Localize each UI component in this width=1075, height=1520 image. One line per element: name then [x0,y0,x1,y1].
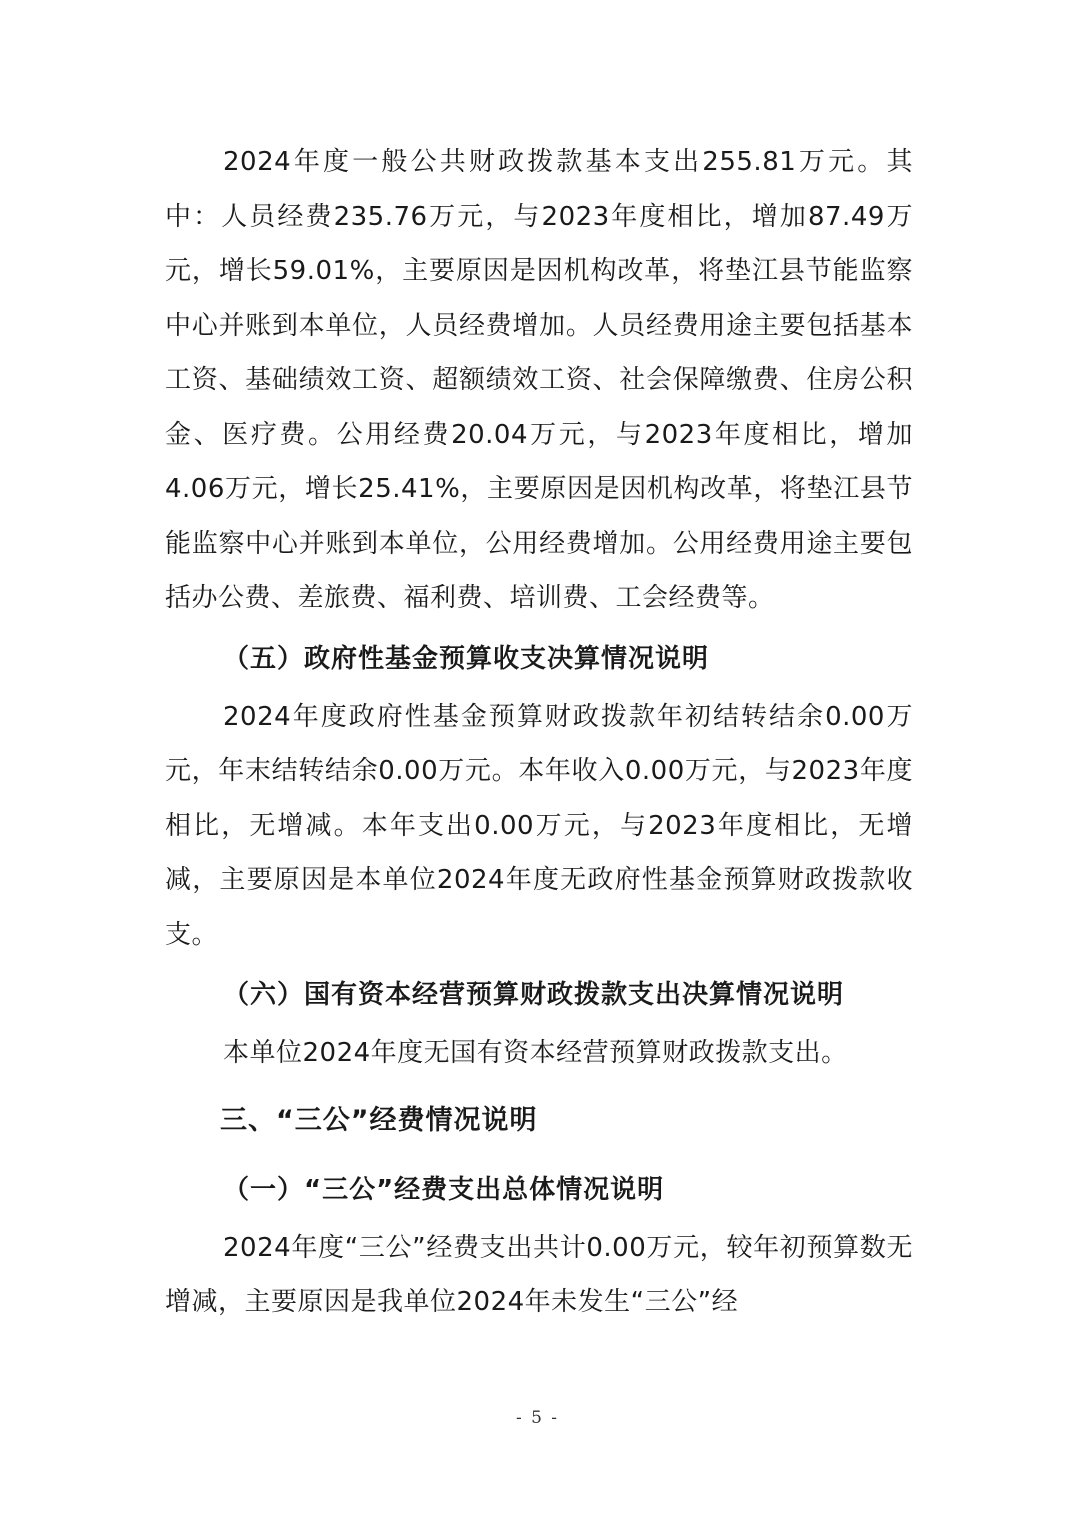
page-number: - 5 - [515,1408,560,1428]
document-body [165,135,913,1330]
paragraph-state-capital: 本单位2024年度无国有资本经营预算财政拨款支出。 [223,1038,848,1068]
heading-state-capital: （六）国有资本经营预算财政拨款支出决算情况说明 [223,980,845,1010]
heading-government-fund: （五）政府性基金预算收支决算情况说明 [223,643,710,674]
heading-three-public-overall: （一）“三公”经费支出总体情况说明 [223,1174,665,1205]
paragraph-basic-expenditure: 2024年度一般公共财政拨款基本支出255.81万元。其中：人员经费235.76万元，与2023年度相比，增加87.49万元，增长59.01%，主要原因是因机构改革，将垫江县节能监察中心并账到本单位，人员经费增加。人员经费用途主要包括基本工资、基础绩效工资、超额绩效工资、社会保障缴费、住房公积金、医疗费。公用经费20.04万元，与2023年度相比，增加4.06万元，增长25.41%，主要原因是因机构改革，将垫江县节能监察中心并账到本单位，公用经费增加。公用经费用途主要包括办公费、差旅费、福利费、培训费、工会经费等。 [165,147,913,613]
paragraph-three-public-overall: 2024年度“三公”经费支出共计0.00万元，较年初预算数无增减，主要原因是我单位2024年未发生“三公”经 [165,1232,913,1317]
section-heading-three-public: 三、“三公”经费情况说明 [220,1104,538,1136]
paragraph-government-fund: 2024年度政府性基金预算财政拨款年初结转结余0.00万元，年末结转结余0.00万元。本年收入0.00万元，与2023年度相比，无增减。本年支出0.00万元，与2023年度相比，无增减，主要原因是本单位2024年度无政府性基金预算财政拨款收支。 [165,701,913,950]
